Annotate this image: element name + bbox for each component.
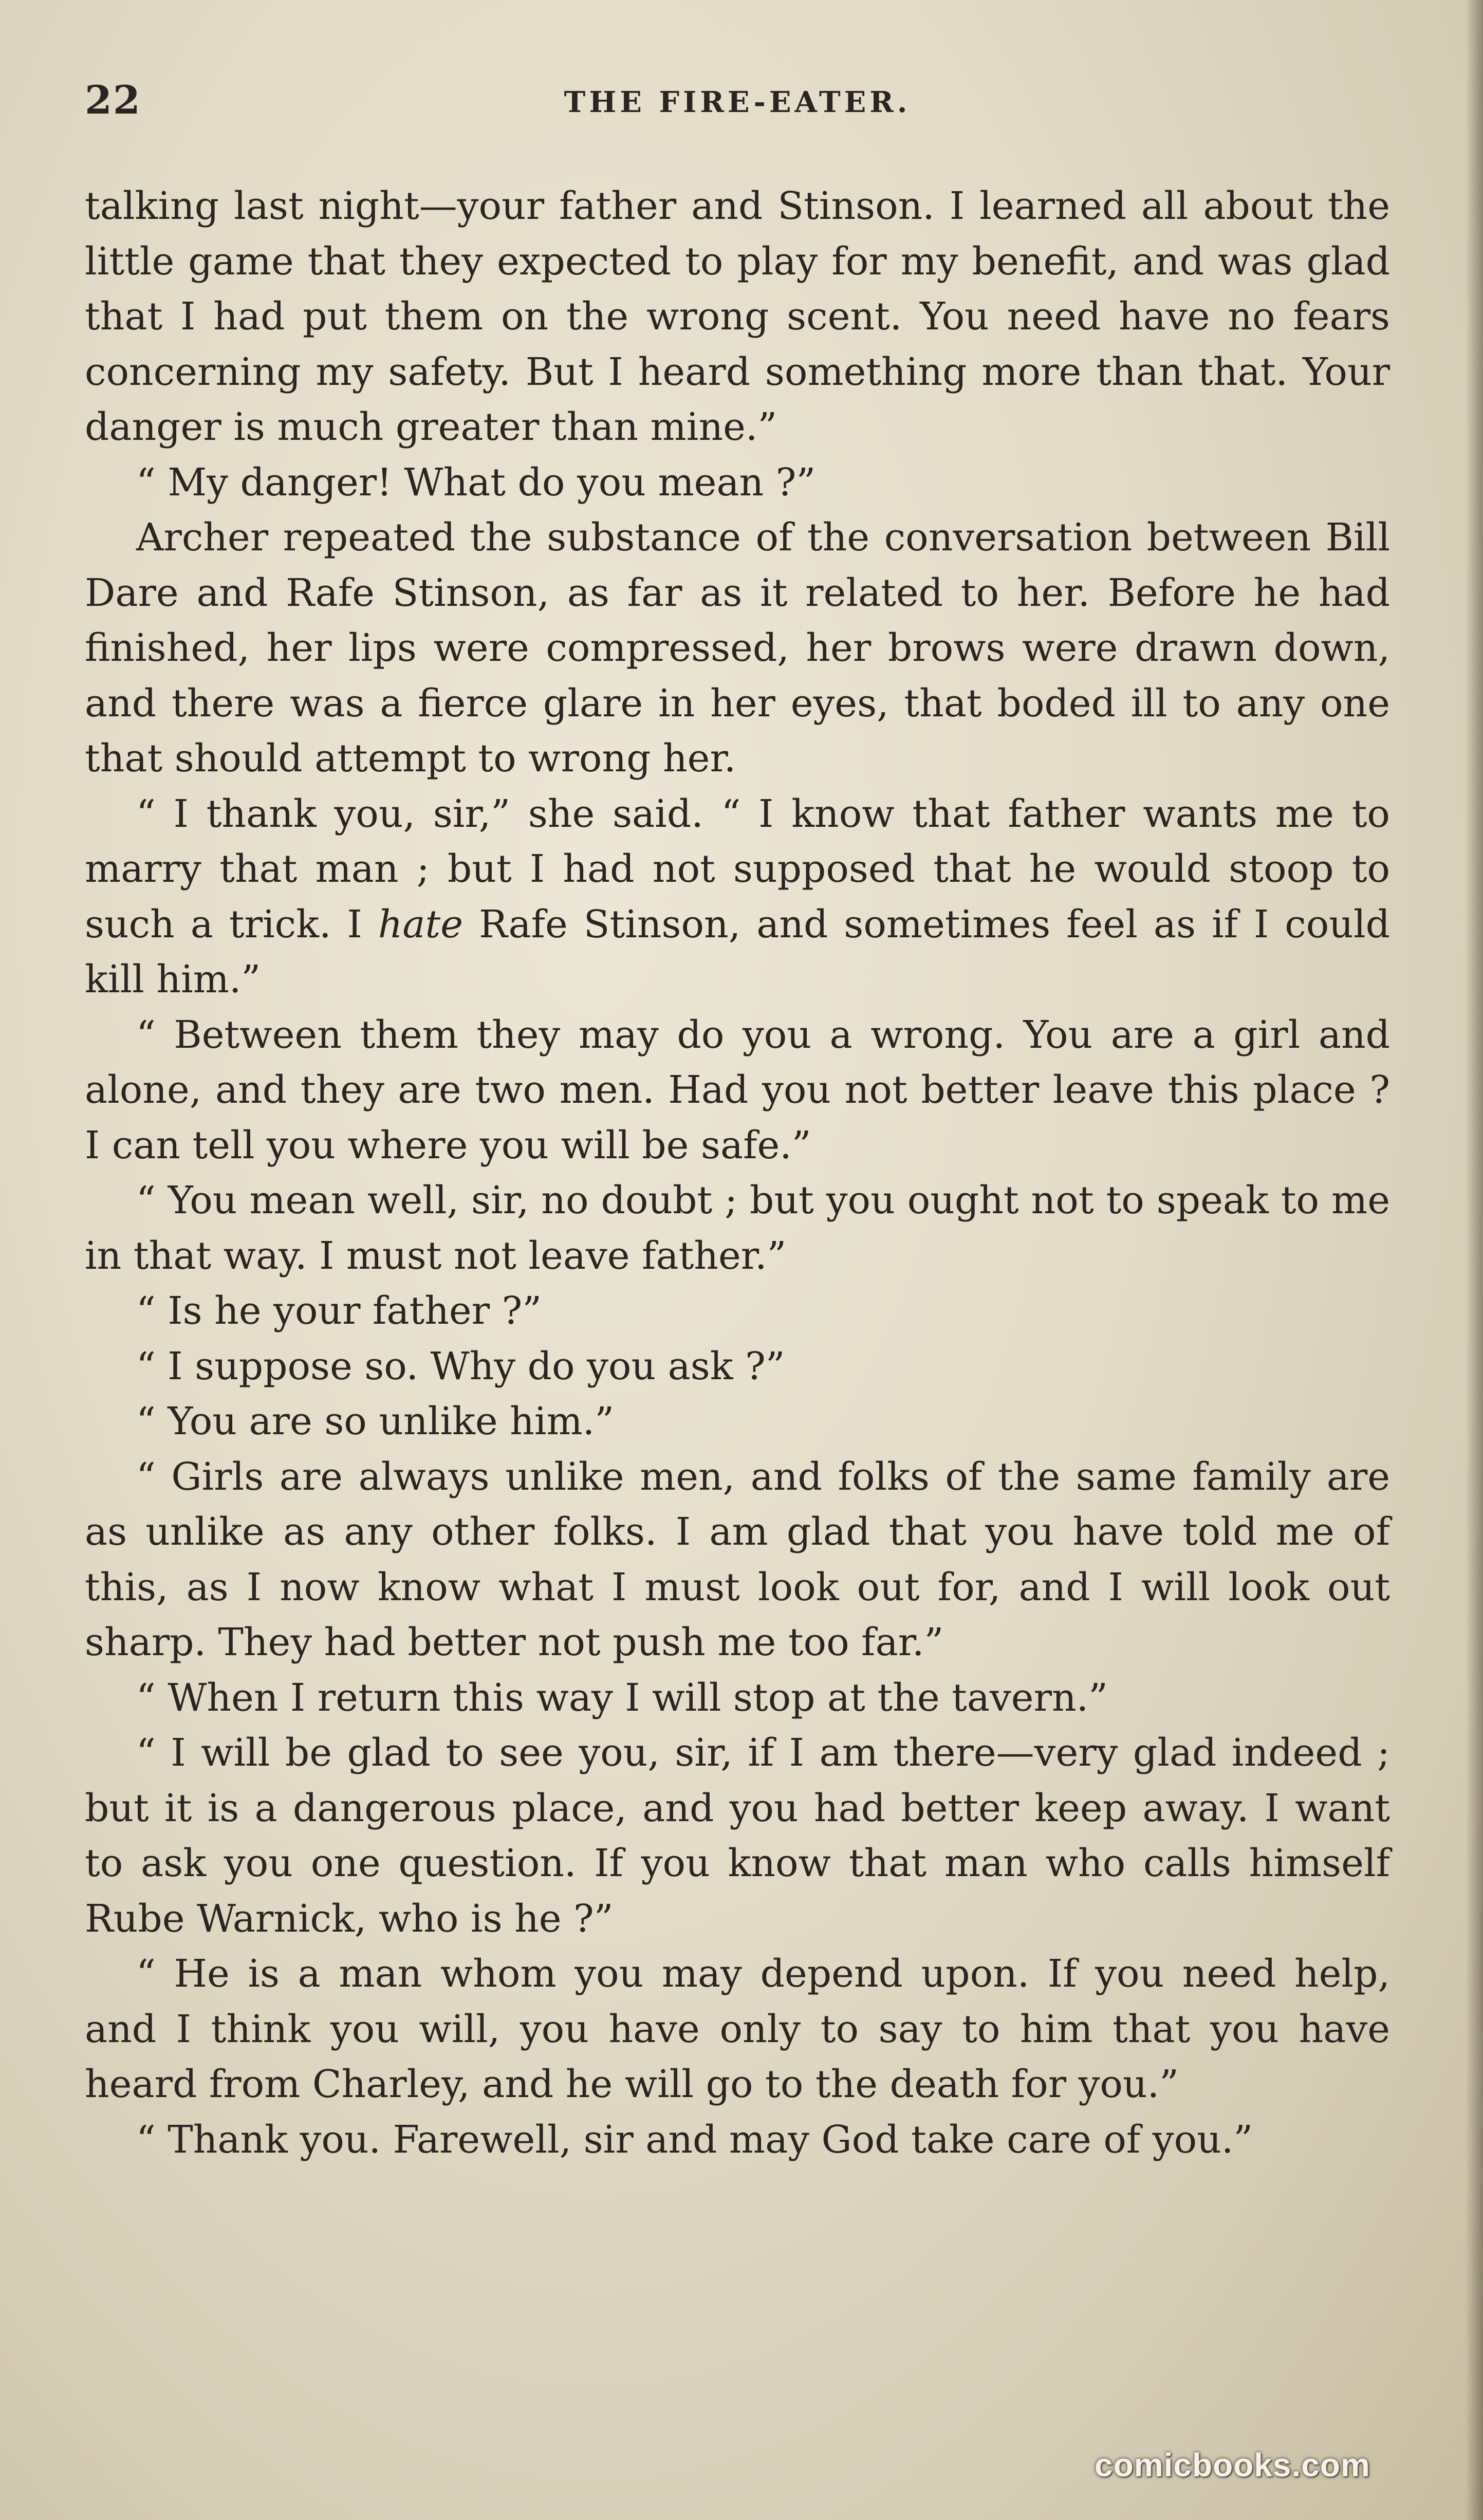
paragraph: “ I thank you, sir,” she said. “ I know that father wants me to marry that man ; but I had not supposed that he would stoop to such a trick. I hate Rafe Stinson, and sometimes feel as if I could kill him.” <box>85 791 1390 1002</box>
paragraph: “ Thank you. Farewell, sir and may God take care of you.” <box>136 2117 1253 2162</box>
paragraph: “ Girls are always unlike men, and folks of the same family are as unlike as any other folks. I am glad that you have told me of this, as I now know what I must look out for, and I will look out sharp. They had better not push me too far.” <box>85 1454 1390 1664</box>
paragraph: “ Is he your father ?” <box>136 1289 542 1333</box>
paragraph: “ When I return this way I will stop at the tavern.” <box>136 1675 1108 1720</box>
page-edge-shadow <box>1466 0 1483 2520</box>
page-number: 22 <box>85 77 141 123</box>
paragraph: “ He is a man whom you may depend upon. If you need help, and I think you will, you have only to say to him that you have heard from Charley, and he will go to the death for you.” <box>85 1952 1390 2106</box>
paragraph: “ I suppose so. Why do you ask ?” <box>136 1344 785 1388</box>
body-text <box>85 179 1390 2167</box>
page-header <box>85 77 1390 123</box>
paragraph: Archer repeated the substance of the conversation between Bill Dare and Rafe Stinson, as far as it related to her. Before he had finished, her lips were compressed, her brows were drawn down, and there was a fierce glare in her eyes, that boded ill to any one that should attempt to wrong her. <box>85 515 1390 781</box>
paragraph: “ Between them they may do you a wrong. You are a girl and alone, and they are two men. Had you not better leave this place ? I can tell you where you will be safe.” <box>85 1012 1390 1168</box>
paragraph: “ You are so unlike him.” <box>136 1399 615 1443</box>
paragraph: “ I will be glad to see you, sir, if I am there—very glad indeed ; but it is a dangerous place, and you had better keep away. I want to ask you one question. If you know that man who calls himself Rube Warnick, who is he ?” <box>85 1731 1390 1941</box>
paragraph: “ You mean well, sir, no doubt ; but you ought not to speak to me in that way. I must not leave father.” <box>85 1178 1390 1278</box>
emphasis: hate <box>378 902 464 947</box>
watermark: comicbooks.com <box>1095 2447 1370 2484</box>
paragraph: talking last night—your father and Stinson. I learned all about the little game that they expected to play for my benefit, and was glad that I had put them on the wrong scent. You need have no fears concerning my safety. But I heard something more than that. Your danger is much greater than mine.” <box>85 184 1390 449</box>
paragraph: “ My danger! What do you mean ?” <box>136 460 816 505</box>
running-title: THE FIRE-EATER. <box>564 85 911 119</box>
